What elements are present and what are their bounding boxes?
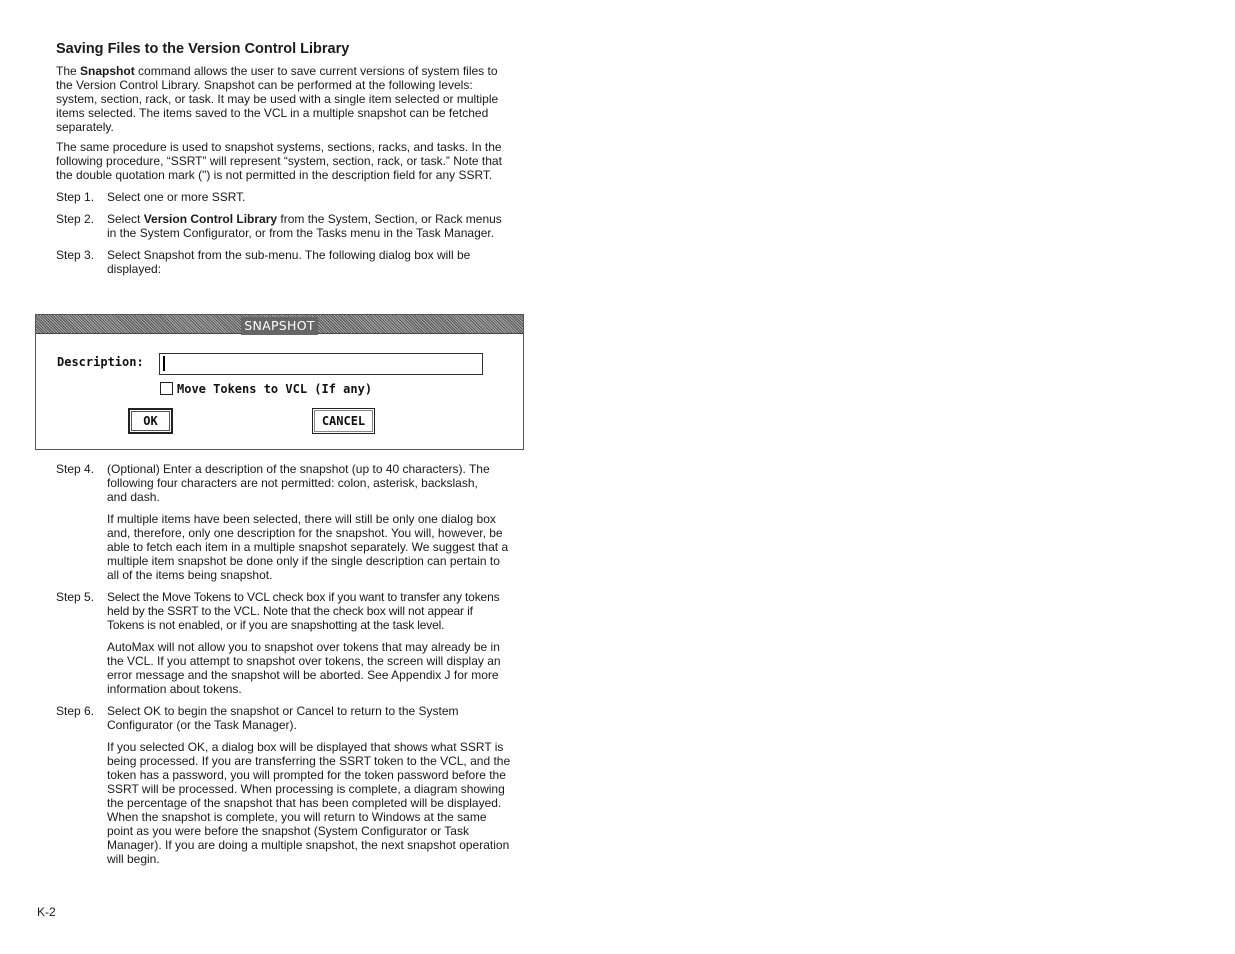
step-text-pre: Select [107, 212, 144, 226]
ok-button[interactable]: OK [128, 408, 173, 434]
intro-post: command allows the user to save current versions of system files to the Version Control Library. Snapshot can be performed at the following levels: system, section, rack, or task. It may be used with a single item selected or multiple items selected. The items saved to the VCL in a multiple snapshot can be fetched separately. [56, 64, 499, 134]
step-5 [56, 590, 511, 632]
step-1 [56, 190, 511, 204]
step-number: Step 1. [56, 190, 95, 204]
step-text: Select OK to begin the snapshot or Cancel to return to the System Configurator (or the Task Manager). [107, 704, 459, 732]
step-text: Select one or more SSRT. [107, 190, 246, 204]
lower-text-column [56, 462, 511, 874]
step-number: Step 2. [56, 212, 95, 226]
move-tokens-label[interactable]: Move Tokens to VCL (If any) [177, 382, 373, 396]
dialog-title-bar[interactable] [36, 315, 523, 334]
upper-text-column [56, 40, 511, 284]
procedure-paragraph: The same procedure is used to snapshot systems, sections, racks, and tasks. In the following procedure, “SSRT” will represent “system, section, rack, or task.” Note that the double quotation mark (") is not permitted in the description field for any SSRT. [56, 140, 502, 182]
step-6 [56, 704, 511, 732]
description-label: Description: [57, 355, 144, 369]
step-4 [56, 462, 511, 504]
step-text: (Optional) Enter a description of the snapshot (up to 40 characters). The following four characters are not permitted: colon, asterisk, backslash, and dash. [107, 462, 490, 504]
step-5-detail: AutoMax will not allow you to snapshot over tokens that may already be in the VCL. If you attempt to snapshot over tokens, the screen will display an error message and the snapshot will be aborted. See Appendix J for more information about tokens. [107, 640, 501, 696]
page-number: K-2 [37, 905, 56, 919]
step-number: Step 6. [56, 704, 95, 718]
description-input[interactable] [159, 353, 483, 375]
dialog-title: SNAPSHOT [241, 317, 318, 335]
step-6-detail: If you selected OK, a dialog box will be displayed that shows what SSRT is being processed. If you are transferring the SSRT token to the VCL, and the token has a password, you will prompted for the token password before the SSRT will be processed. When processing is complete, a diagram showing the percentage of the snapshot that has been completed will be displayed. When the snapshot is complete, you will return to Windows at the same point as you were before the snapshot (System Configurator or Task Manager). If you are doing a multiple snapshot, the next snapshot operation will begin. [107, 740, 511, 866]
snapshot-dialog [35, 314, 524, 450]
move-tokens-checkbox[interactable] [160, 382, 173, 395]
intro-bold-command: Snapshot [80, 64, 135, 78]
step-number: Step 5. [56, 590, 95, 604]
step-text: Select Snapshot from the sub-menu. The following dialog box will be displayed: [107, 248, 471, 276]
text-caret [163, 356, 165, 371]
step-text: Select the Move Tokens to VCL check box if you want to transfer any tokens held by the SSRT to the VCL. Note that the check box will not appear if Tokens is not enabled, or if you are snapshotting at the task level. [107, 590, 500, 632]
cancel-button[interactable]: CANCEL [312, 408, 375, 434]
step-4-detail: If multiple items have been selected, there will still be only one dialog box and, therefore, only one description for the snapshot. You will, however, be able to fetch each item in a multiple snapshot separately. We suggest that a multiple item snapshot be done only if the single description can pertain to all of the items being snapshot. [107, 512, 509, 582]
step-number: Step 4. [56, 462, 95, 476]
step-text-post: from the System, Section, or Rack menus in the System Configurator, or from the Tasks menu in the Task Manager. [107, 212, 502, 240]
step-text [107, 212, 511, 240]
step-text-bold: Version Control Library [143, 212, 278, 226]
step-3 [56, 248, 511, 276]
intro-paragraph [56, 64, 511, 134]
intro-pre: The [56, 64, 81, 78]
section-title: Saving Files to the Version Control Library [56, 41, 350, 57]
step-number: Step 3. [56, 248, 95, 262]
step-2 [56, 212, 511, 240]
